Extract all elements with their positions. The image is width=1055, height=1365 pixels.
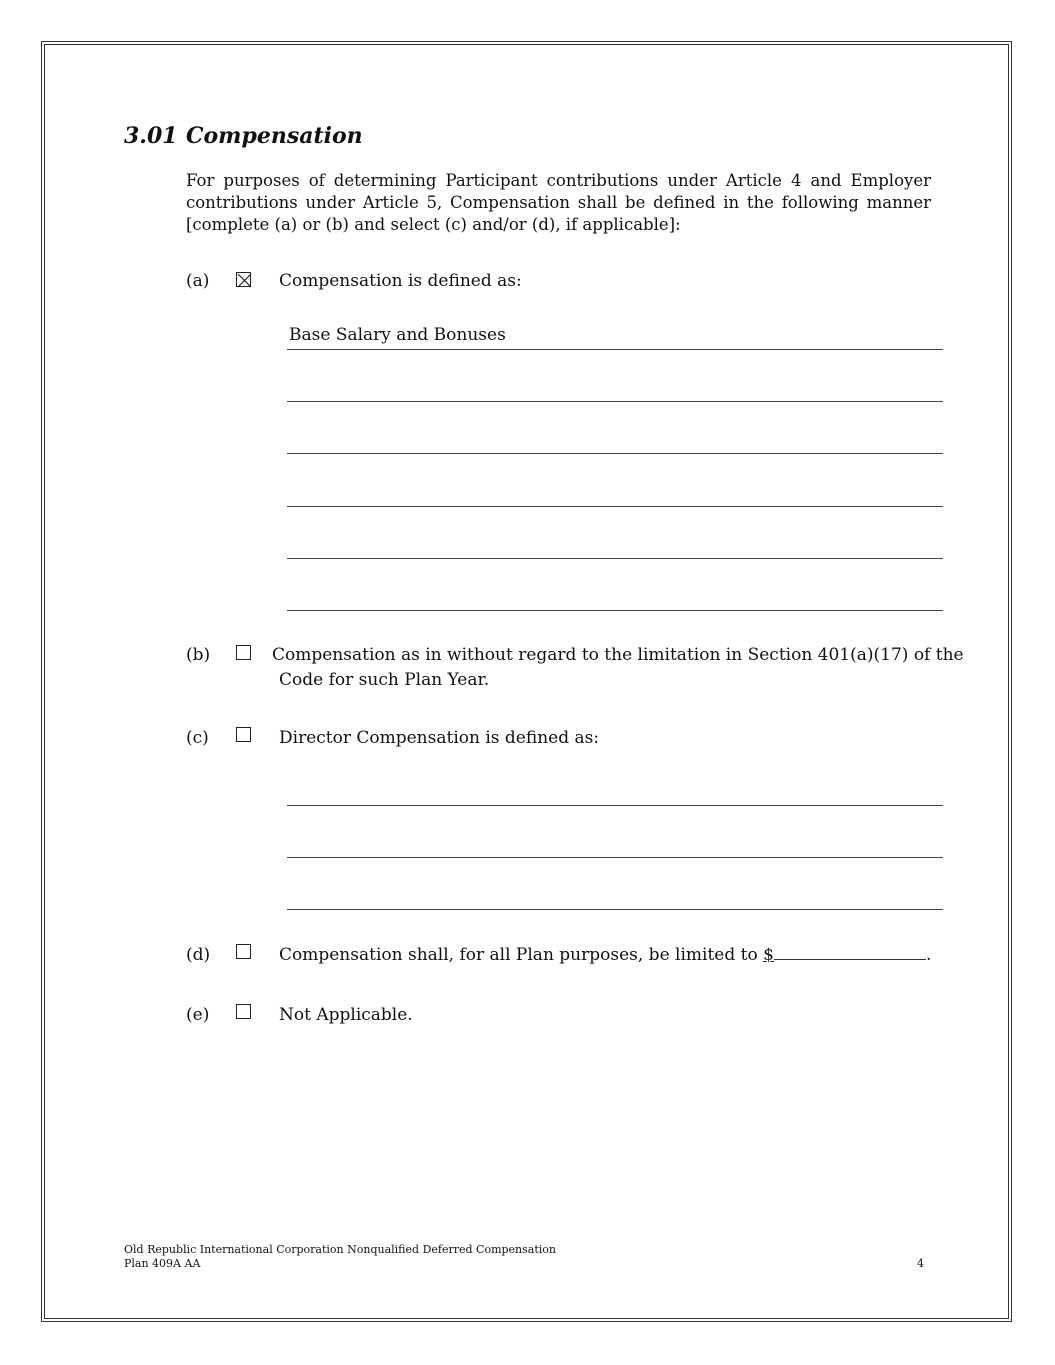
option-a-line-5[interactable] xyxy=(287,558,943,559)
option-a-line-4[interactable] xyxy=(287,506,943,507)
option-d-period: . xyxy=(925,945,932,965)
option-e-label: (e) xyxy=(186,1005,210,1025)
page-number: 4 xyxy=(917,1257,924,1270)
intro-line: [complete (a) or (b) and select (c) and/or (d), if applicable]: xyxy=(186,215,681,234)
section-intro xyxy=(186,170,931,236)
option-d-amount-blank[interactable] xyxy=(774,945,926,960)
option-d-text: Compensation shall, for all Plan purposes, be limited to xyxy=(279,945,758,965)
intro-line: For purposes of determining Participant contributions under Article 4 and Employer xyxy=(186,171,931,190)
option-a-line-6[interactable] xyxy=(287,610,943,611)
footer-text xyxy=(124,1243,556,1271)
option-a-line-3[interactable] xyxy=(287,453,943,454)
option-a-line-2[interactable] xyxy=(287,401,943,402)
option-b-label: (b) xyxy=(186,645,211,665)
intro-line: contributions under Article 5, Compensation shall be defined in the following manner xyxy=(186,193,931,212)
option-d-text-row xyxy=(279,945,931,965)
option-b-text-line1: Compensation as in without regard to the limitation in Section 401(a)(17) of the xyxy=(272,645,964,665)
option-c-line-3[interactable] xyxy=(287,909,943,910)
option-a-checkbox[interactable] xyxy=(236,272,251,287)
footer-line-1: Old Republic International Corporation Nonqualified Deferred Compensation xyxy=(124,1243,556,1256)
section-number: 3.01 xyxy=(124,123,178,149)
option-a-line-1[interactable] xyxy=(287,349,943,350)
option-a-text: Compensation is defined as: xyxy=(279,271,522,291)
check-x-icon xyxy=(237,273,252,288)
option-a-fill-value[interactable]: Base Salary and Bonuses xyxy=(289,325,506,345)
footer-line-2: Plan 409A AA xyxy=(124,1257,201,1270)
option-c-label: (c) xyxy=(186,728,209,748)
option-d-label: (d) xyxy=(186,945,211,965)
option-d-checkbox[interactable] xyxy=(236,944,251,959)
section-title: Compensation xyxy=(186,123,363,149)
option-e-text: Not Applicable. xyxy=(279,1005,413,1025)
option-b-text-line2: Code for such Plan Year. xyxy=(279,670,490,690)
option-c-line-2[interactable] xyxy=(287,857,943,858)
option-e-checkbox[interactable] xyxy=(236,1004,251,1019)
option-c-checkbox[interactable] xyxy=(236,727,251,742)
option-c-line-1[interactable] xyxy=(287,805,943,806)
section-heading xyxy=(124,123,363,149)
option-c-text: Director Compensation is defined as: xyxy=(279,728,600,748)
option-b-checkbox[interactable] xyxy=(236,645,251,660)
option-a-label: (a) xyxy=(186,271,210,291)
option-d-currency: $ xyxy=(763,945,774,965)
